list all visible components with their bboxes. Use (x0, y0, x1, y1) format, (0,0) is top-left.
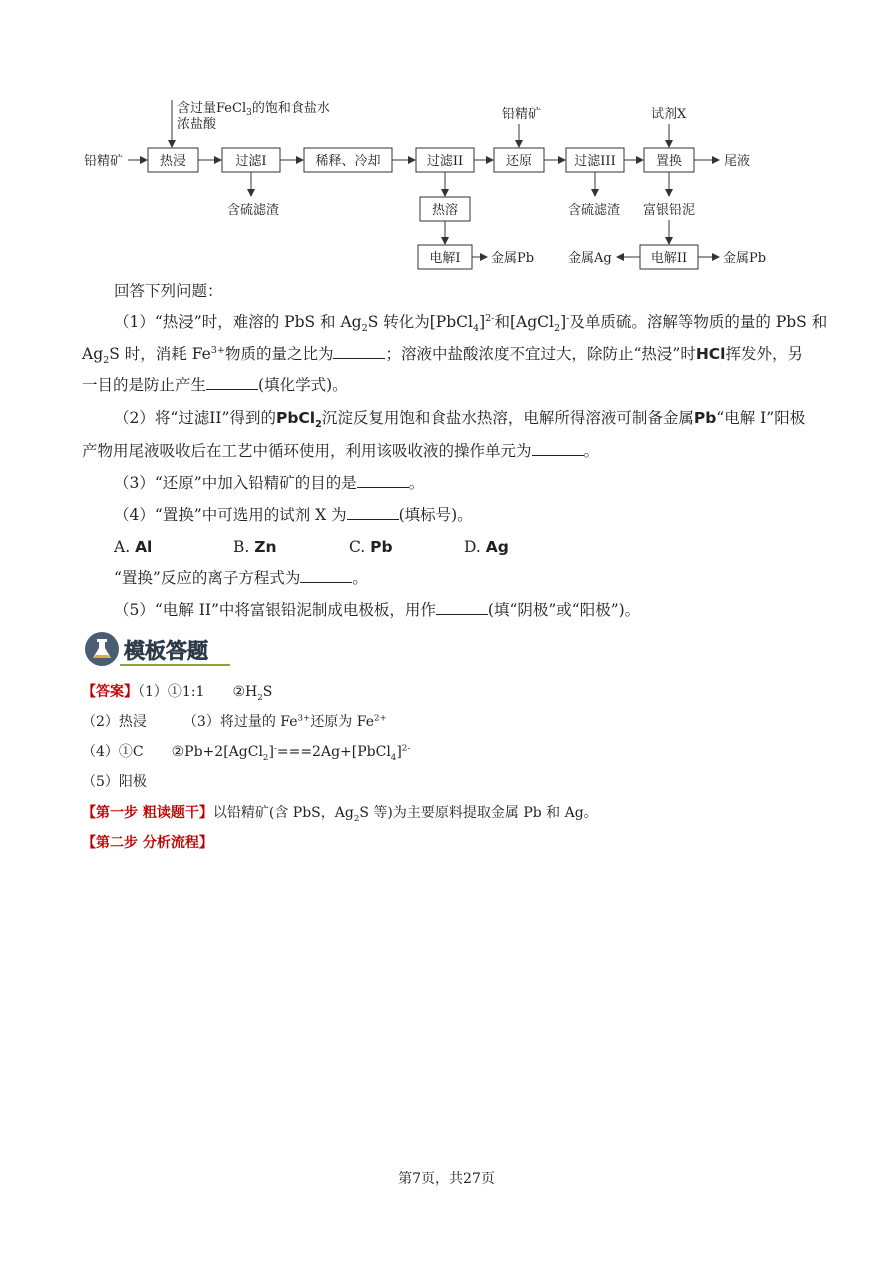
questions-intro: 回答下列问题： (114, 282, 223, 300)
q4-option-a: A. Al (114, 538, 153, 556)
answer-line-3: （4）①C ②Pb+2[AgCl$_2$]-===2Ag+[PbCl$_4$]$^{2-}$ (82, 743, 411, 763)
step2-line: 【第二步 分析流程】 (82, 835, 213, 851)
q1-line1: （1）“热浸”时，难溶的 PbS 和 $Ag_2S$ 转化为[PbCl$_4$]$^{2-}$和[AgCl$_2$]-及单质硫。溶解等物质的量的 PbS 和 (114, 312, 828, 335)
box-heat-leach-label: 热浸 (159, 154, 187, 169)
q2-line2: 产物用尾液吸收后在工艺中循环使用，利用该吸收液的操作单元为 。 (82, 442, 600, 460)
q4-option-b: B. Zn (233, 538, 277, 556)
answer-blank (357, 473, 409, 488)
reagent-x: 试剂X (651, 107, 687, 122)
q2-line1: （2）将“过滤II”得到的PbCl$_2$沉淀反复用饱和食盐水热溶，电解所得溶液可制备金属Pb“电解 I”阳极 (114, 409, 806, 431)
answer-blank (347, 505, 399, 520)
answer-blank (436, 600, 488, 615)
answer-blank (300, 568, 352, 583)
ore-in: 铅精矿 (84, 154, 124, 169)
q1-line2: $Ag_2S$ 时，消耗 $Fe^{3+}$物质的量之比为 ；溶液中盐酸浓度不宜过大，除防止“热浸”时HCl挥发外，另 (82, 344, 804, 367)
answer-blank (206, 375, 258, 390)
answer-line-4: （5）阳极 (82, 774, 147, 790)
metal-pb-2: 金属Pb (723, 251, 767, 266)
sulfur-residue-2: 含硫滤渣 (568, 203, 621, 218)
metal-ag: 金属Ag (568, 251, 612, 266)
q4-equation-line: “置换”反应的离子方程式为 。 (114, 569, 368, 587)
reagent-in-2: 浓盐酸 (177, 117, 217, 132)
q4-option-d: D. Ag (464, 538, 509, 556)
step1-line: 【第一步 粗读题干】以铅精矿(含 PbS，$Ag_2S$ 等)为主要原料提取金属 Pb 和 Ag。 (82, 805, 598, 824)
tail-liquid: 尾液 (724, 154, 751, 169)
process-flow-diagram (0, 0, 893, 280)
box-replace-label: 置换 (655, 154, 683, 169)
page-footer: 第7页，共27页 (398, 1171, 495, 1187)
answer-blank (333, 344, 385, 359)
box-electro2-label: 电解II (650, 251, 688, 266)
q1-line3: 一目的是防止产生 (填化学式)。 (82, 376, 348, 394)
answer-line-1: 【答案】（1）①1:1 $②H_2S$ (82, 684, 273, 703)
q4-line: （4）“置换”中可选用的试剂 X 为 (填标号)。 (114, 506, 473, 524)
box-dilute-cool-label: 稀释、冷却 (315, 154, 381, 169)
metal-pb-1: 金属Pb (491, 251, 535, 266)
answer-line-2: （2）热浸 （3）将过量的 $Fe^{3+}$还原为 $Fe^{2+}$ (82, 713, 387, 730)
sulfur-residue-1: 含硫滤渣 (227, 203, 280, 218)
reagent-in-1: 含过量FeCl$_3$的饱和食盐水 (177, 101, 330, 118)
q3-line: （3）“还原”中加入铅精矿的目的是 。 (114, 474, 425, 492)
q4-option-c: C. Pb (349, 538, 393, 556)
template-answer-badge (84, 629, 230, 669)
answer-blank (532, 441, 584, 456)
box-reduce-label: 还原 (505, 154, 533, 169)
box-hot-dissolve-label: 热溶 (431, 203, 459, 218)
q5-line: （5）“电解 II”中将富银铅泥制成电极板，用作 (填“阴极”或“阳极”)。 (114, 601, 641, 619)
silver-mud: 富银铅泥 (643, 203, 696, 218)
box-electro1-label: 电解I (429, 251, 461, 266)
box-filter2-label: 过滤II (426, 154, 464, 169)
box-filter3-label: 过滤III (574, 154, 616, 169)
badge-text: 模板答题 (124, 639, 208, 663)
ore-in-2: 铅精矿 (502, 107, 542, 122)
box-filter1-label: 过滤I (235, 154, 267, 169)
